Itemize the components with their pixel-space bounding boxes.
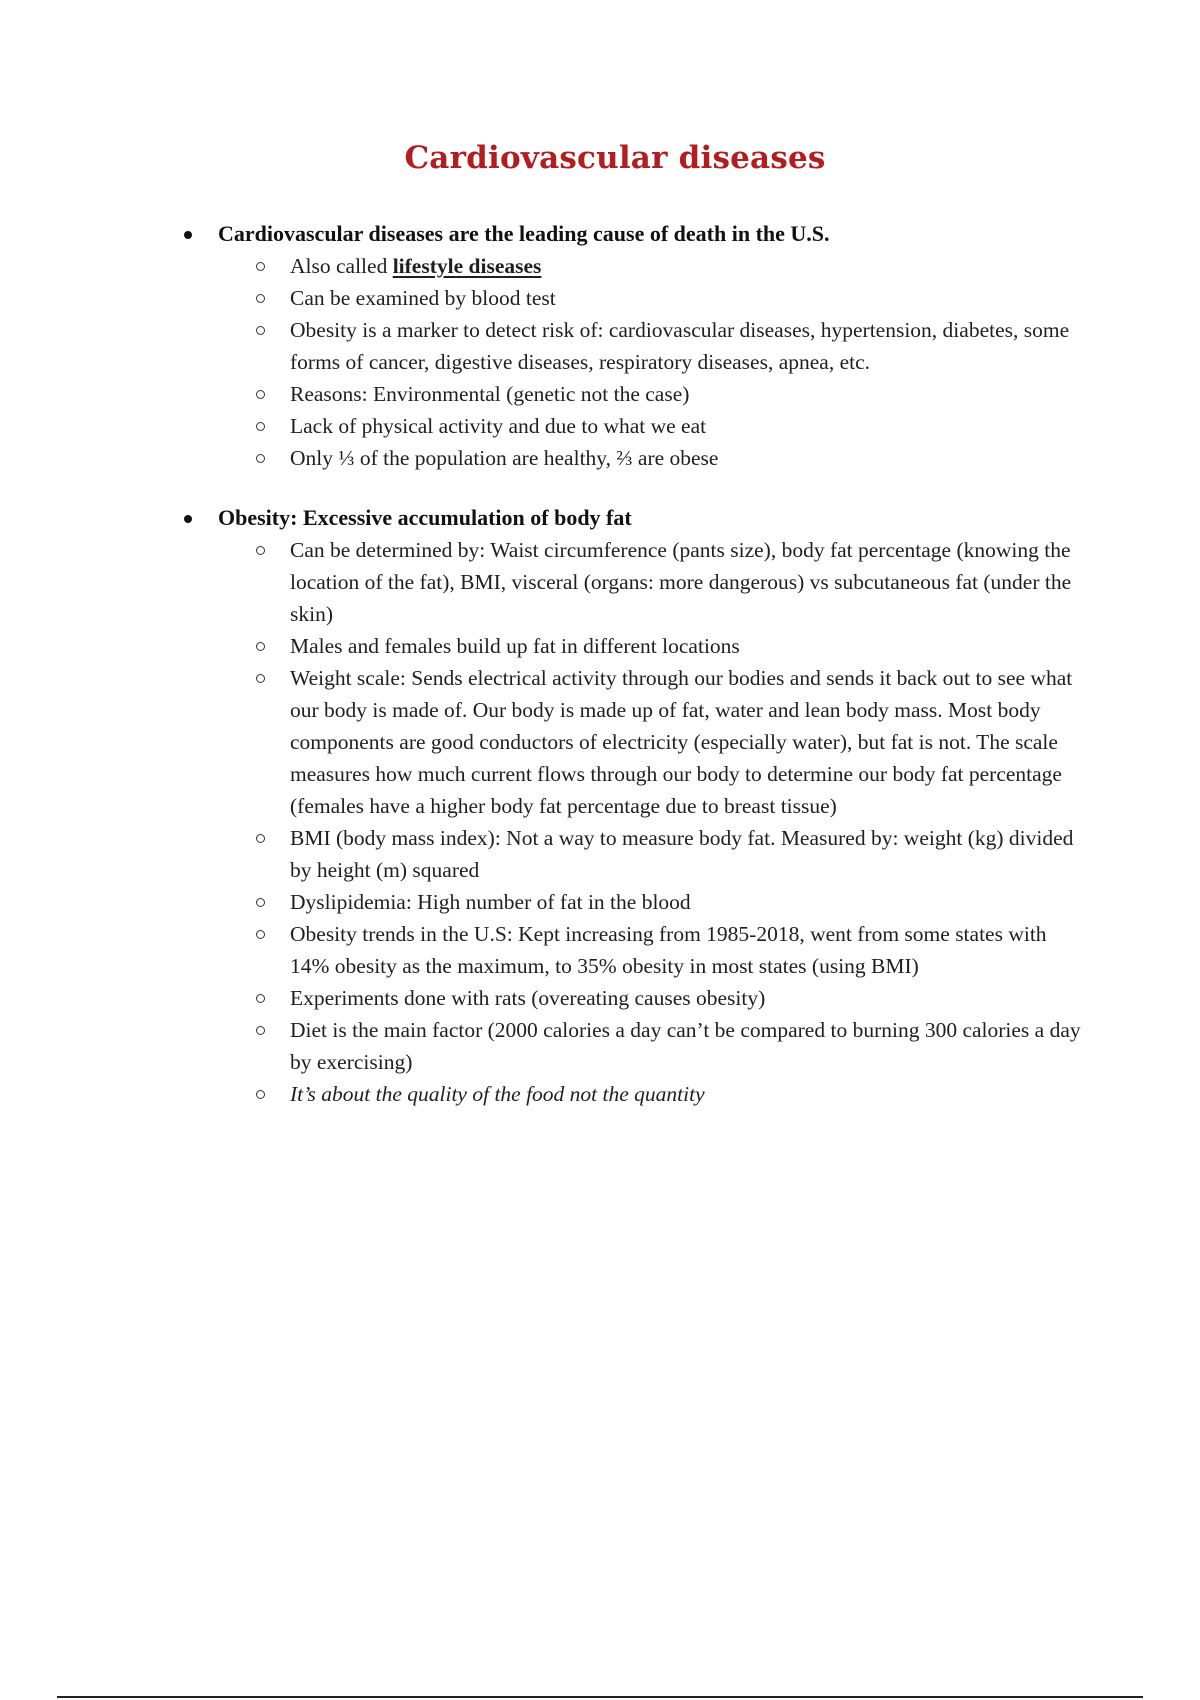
- list-item-text: Weight scale: Sends electrical activity through our bodies and sends it back out to see what our body is made of. Our body is made up of fat, water and lean body mass. Most body components are good conductors of electricity (especially water), but fat is not. The scale measures how much current flows through our body to determine our body fat percentage (females have a higher body fat percentage due to breast tissue): [290, 666, 1073, 818]
- list-item-text: Reasons: Environmental (genetic not the case): [290, 382, 690, 406]
- list-item: [0, 822, 1090, 886]
- sub-list: [0, 534, 1200, 1110]
- list-item: [0, 1078, 1090, 1110]
- list-item: [0, 282, 1090, 314]
- list-item-text: Only ⅓ of the population are healthy, ⅔ are obese: [290, 446, 719, 470]
- hollow-bullet-icon: [256, 546, 265, 555]
- list-item-text: Obesity trends in the U.S: Kept increasing from 1985-2018, went from some states with 14% obesity as the maximum, to 35% obesity in most states (using BMI): [290, 922, 1047, 978]
- list-item: [0, 410, 1090, 442]
- list-item-text: Males and females build up fat in different locations: [290, 634, 740, 658]
- list-item: [0, 314, 1090, 378]
- section-heading: [0, 218, 1200, 250]
- list-item-text: Obesity is a marker to detect risk of: cardiovascular diseases, hypertension, diabetes, some forms of cancer, digestive diseases, respiratory diseases, apnea, etc.: [290, 318, 1070, 374]
- hollow-bullet-icon: [256, 834, 265, 843]
- notes-list: [0, 218, 1200, 1138]
- list-item: [0, 630, 1090, 662]
- section-heading: [0, 502, 1200, 534]
- hollow-bullet-icon: [256, 642, 265, 651]
- filled-bullet-icon: [184, 515, 192, 523]
- list-item-text: Diet is the main factor (2000 calories a day can’t be compared to burning 300 calories a day by exercising): [290, 1018, 1081, 1074]
- list-item-text: Also called: [290, 254, 393, 278]
- hollow-bullet-icon: [256, 422, 265, 431]
- list-item-text: Can be examined by blood test: [290, 286, 556, 310]
- emphasized-term: lifestyle diseases: [392, 254, 542, 278]
- hollow-bullet-icon: [256, 994, 265, 1003]
- list-item: [0, 918, 1090, 982]
- list-item: [0, 534, 1090, 630]
- sub-list: [0, 250, 1200, 474]
- list-item: [0, 982, 1090, 1014]
- hollow-bullet-icon: [256, 294, 265, 303]
- filled-bullet-icon: [184, 231, 192, 239]
- list-item-text: Experiments done with rats (overeating causes obesity): [290, 986, 766, 1010]
- list-item: [0, 1014, 1090, 1078]
- section-obesity: [0, 502, 1200, 1110]
- hollow-bullet-icon: [256, 1026, 265, 1035]
- hollow-bullet-icon: [256, 454, 265, 463]
- page-bottom-rule: [57, 1696, 1143, 1698]
- list-item-text: It’s about the quality of the food not the quantity: [290, 1082, 705, 1106]
- list-item: [0, 662, 1090, 822]
- hollow-bullet-icon: [256, 390, 265, 399]
- hollow-bullet-icon: [256, 674, 265, 683]
- list-item: [0, 886, 1090, 918]
- hollow-bullet-icon: [256, 262, 265, 271]
- section-heading-text: Obesity: Excessive accumulation of body fat: [218, 505, 632, 530]
- hollow-bullet-icon: [256, 326, 265, 335]
- section-heading-text: Cardiovascular diseases are the leading cause of death in the U.S.: [218, 221, 830, 246]
- list-item: [0, 442, 1090, 474]
- list-item-text: BMI (body mass index): Not a way to measure body fat. Measured by: weight (kg) divided by height (m) squared: [290, 826, 1074, 882]
- list-item-text: Lack of physical activity and due to what we eat: [290, 414, 707, 438]
- list-item: [0, 250, 1090, 282]
- hollow-bullet-icon: [256, 930, 265, 939]
- hollow-bullet-icon: [256, 1090, 265, 1099]
- list-item-text: Dyslipidemia: High number of fat in the blood: [290, 890, 691, 914]
- list-item-text: Can be determined by: Waist circumference (pants size), body fat percentage (knowing the location of the fat), BMI, visceral (organs: more dangerous) vs subcutaneous fat (under the skin): [290, 538, 1072, 626]
- section-cardiovascular: [0, 218, 1200, 474]
- page-title: Cardiovascular diseases: [404, 140, 826, 176]
- list-item: [0, 378, 1090, 410]
- hollow-bullet-icon: [256, 898, 265, 907]
